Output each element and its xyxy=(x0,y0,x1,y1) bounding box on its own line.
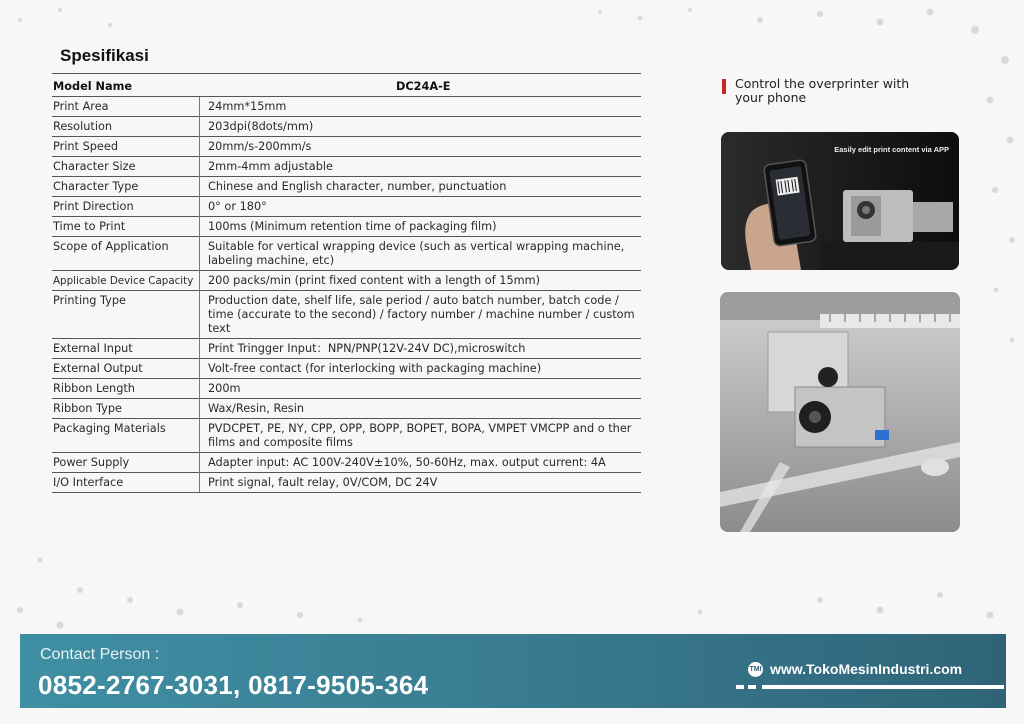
table-row xyxy=(52,339,641,359)
printer-on-packaging-machine-illustration xyxy=(720,292,960,532)
table-row xyxy=(52,157,641,177)
section-title: Spesifikasi xyxy=(60,46,149,65)
spec-label: Power Supply xyxy=(52,453,200,473)
spec-value: Chinese and English character, number, punctuation xyxy=(200,177,642,197)
app-control-photo xyxy=(721,132,959,270)
spec-label: Time to Print xyxy=(52,217,200,237)
spec-value: Print Tringger Input：NPN/PNP(12V-24V DC),microswitch xyxy=(200,339,642,359)
globe-logo-icon: TMI xyxy=(748,662,763,677)
contact-footer xyxy=(20,634,1006,708)
header-value: DC24A-E xyxy=(200,74,642,97)
spec-label: Print Area xyxy=(52,97,200,117)
header-label: Model Name xyxy=(52,74,200,97)
spec-value: Print signal, fault relay, 0V/COM, DC 24V xyxy=(200,473,642,493)
spec-label: External Output xyxy=(52,359,200,379)
table-row xyxy=(52,237,641,271)
table-row xyxy=(52,117,641,137)
table-row xyxy=(52,271,641,291)
website-link[interactable] xyxy=(748,661,962,677)
table-row xyxy=(52,359,641,379)
spec-label: Ribbon Length xyxy=(52,379,200,399)
contact-person-label: Contact Person : xyxy=(40,646,160,663)
spec-label: I/O Interface xyxy=(52,473,200,493)
spec-label: Scope of Application xyxy=(52,237,200,271)
table-row xyxy=(52,217,641,237)
spec-label: External Input xyxy=(52,339,200,359)
spec-value: Production date, shelf life, sale period / auto batch number, batch code / time (accurate to the second) / factory number / machine number / custom text xyxy=(200,291,642,339)
table-row xyxy=(52,97,641,117)
table-header-row xyxy=(52,74,641,97)
table-row xyxy=(52,379,641,399)
spec-value: 0° or 180° xyxy=(200,197,642,217)
spec-label: Print Direction xyxy=(52,197,200,217)
spec-label: Applicable Device Capacity xyxy=(52,271,200,291)
table-row xyxy=(52,291,641,339)
website-url[interactable]: www.TokoMesinIndustri.com xyxy=(770,661,963,677)
spec-value: 2mm-4mm adjustable xyxy=(200,157,642,177)
spec-value: PVDCPET, PE, NY, CPP, OPP, BOPP, BOPET, BOPA, VMPET VMCPP and o ther films and composite films xyxy=(200,419,642,453)
spec-label: Ribbon Type xyxy=(52,399,200,419)
table-row xyxy=(52,473,641,493)
table-row xyxy=(52,137,641,157)
spec-value: 100ms (Minimum retention time of packaging film) xyxy=(200,217,642,237)
phone-numbers[interactable]: 0852-2767-3031, 0817-9505-364 xyxy=(38,670,429,700)
spec-value: 200m xyxy=(200,379,642,399)
spec-value: 200 packs/min (print fixed content with a length of 15mm) xyxy=(200,271,642,291)
spec-label: Character Type xyxy=(52,177,200,197)
spec-label: Character Size xyxy=(52,157,200,177)
phone-control-text: Control the overprinter with your phone xyxy=(735,76,910,105)
app-edit-caption: Easily edit print content via APP xyxy=(834,145,949,154)
specification-table xyxy=(52,73,641,493)
table-row xyxy=(52,453,641,473)
spec-label: Packaging Materials xyxy=(52,419,200,453)
spec-value: 203dpi(8dots/mm) xyxy=(200,117,642,137)
table-row xyxy=(52,177,641,197)
spec-label: Resolution xyxy=(52,117,200,137)
spec-value: 24mm*15mm xyxy=(200,97,642,117)
spec-label: Printing Type xyxy=(52,291,200,339)
spec-value: Adapter input: AC 100V-240V±10%, 50-60Hz, max. output current: 4A xyxy=(200,453,642,473)
spec-value: Wax/Resin, Resin xyxy=(200,399,642,419)
spec-value: 20mm/s-200mm/s xyxy=(200,137,642,157)
accent-bar xyxy=(722,79,726,94)
printer-installation-photo xyxy=(720,292,960,532)
table-row xyxy=(52,399,641,419)
table-row xyxy=(52,419,641,453)
spec-value: Suitable for vertical wrapping device (such as vertical wrapping machine, labeling machine, etc) xyxy=(200,237,642,271)
spec-label: Print Speed xyxy=(52,137,200,157)
table-row xyxy=(52,197,641,217)
spec-value: Volt-free contact (for interlocking with packaging machine) xyxy=(200,359,642,379)
